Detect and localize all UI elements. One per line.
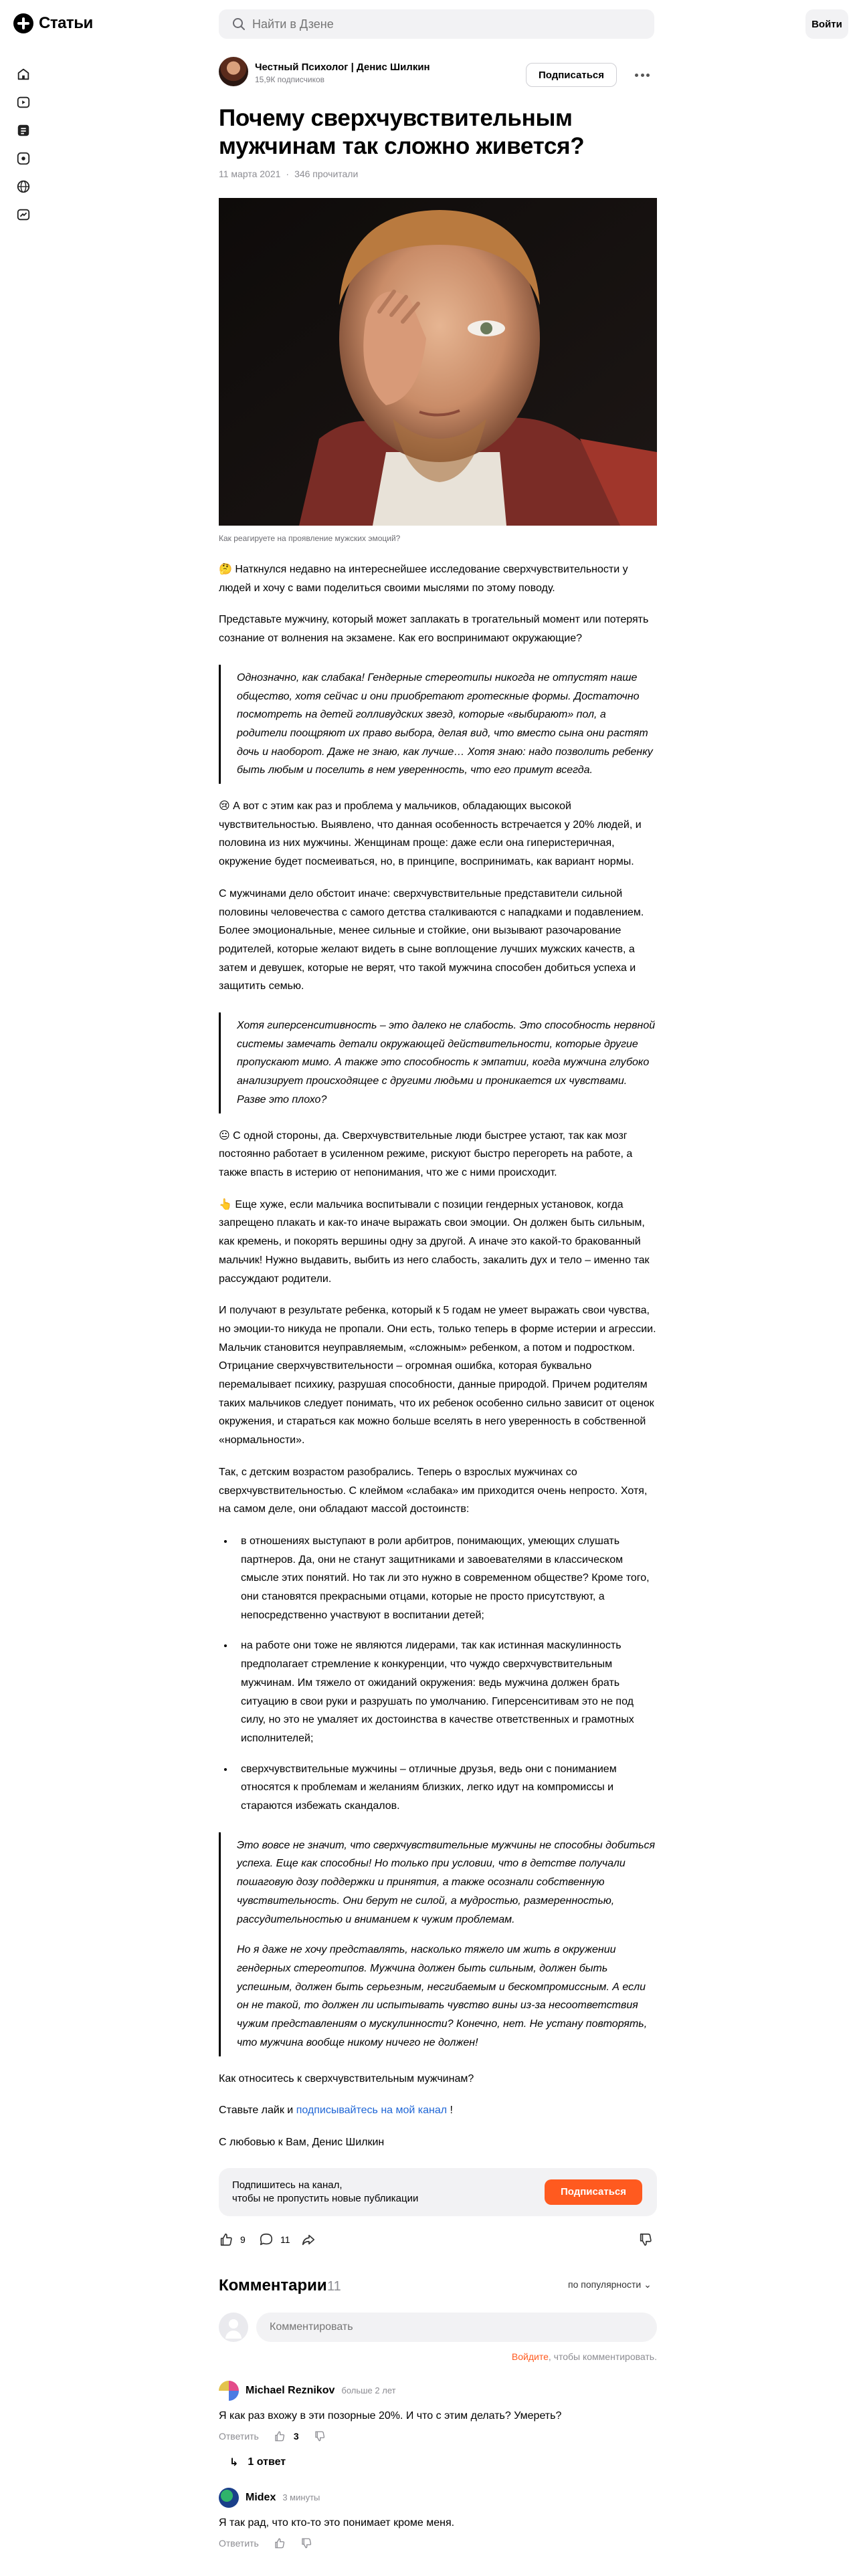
paragraph: Представьте мужчину, который может заплакать в трогательный момент или потерять сознание от волнения на экзамене. Как его воспринимают окружающие? <box>219 614 649 645</box>
comment-item <box>219 2379 657 2469</box>
paragraph: И получают в результате ребенка, который к 5 годам не умеет выражать свои чувства, но эмоции-то никуда не пропали. Они есть, только теперь в форме истерии и агрессии. Мальчик становится неуправляемым, «сложным» ребенком, а потом и подростком. Отрицание сверхчувствительности – огромная ошибка, которая буквально перемалывает психику, разрушая способности, данные природой. Причем родителям таких мальчиков следует понимать, что их ребенок особенно сильно зависит от оценок окружения, и стараться как можно больше вселять в него уверенность в собственной «нормальности». <box>219 1305 656 1446</box>
paragraph: С мужчинами дело обстоит иначе: сверхчувствительные представители сильной половины человечества с самого детства сталкиваются с нападками и подавлением. Более эмоциональные, менее сильные и стойкие, они вызывают разочарование родителей, которые желают видеть в сыне воплощение лучших мужских качеств, а затем и девушек, которые не верят, что такой мужчина способен добиться успеха и защитить семью. <box>219 887 644 992</box>
paragraph: Как относитесь к сверхчувствительным мужчинам? <box>219 2072 474 2084</box>
comment-input[interactable] <box>256 2313 657 2342</box>
article-column <box>219 48 657 2549</box>
list-item: • в отношениях выступают в роли арбитров, понимающих, умеющих слушать партнеров. Да, они не станут защитниками и завоевателями в классическом смысле этих понятий. Но так ли это нужно в современном обществе? Кроме того, они становятся прекрасными отцами, которые не просто присутствуют, а непосредственно участвуют в воспитании детей; <box>234 1532 657 1625</box>
home-icon[interactable] <box>16 67 31 82</box>
logo[interactable] <box>13 13 93 33</box>
avatar[interactable] <box>219 57 248 86</box>
quote-text: Это вовсе не значит, что сверхчувствительные мужчины не способны добиться успеха. Еще как способны! Но только при условии, что в детстве получали пошаговую дозу поддержки и принятия, а также осознали собственную чувствительность. Они берут не силой, а мудростью, размеренностью, рассудительностью и вниманием к чужим проблемам. <box>237 1839 656 1925</box>
search-icon <box>232 17 246 31</box>
paragraph <box>219 2101 657 2120</box>
cta-suffix: ! <box>447 2105 453 2117</box>
cta-prefix: Ставьте лайк и <box>219 2105 296 2117</box>
thumb-up-icon[interactable] <box>274 2430 286 2442</box>
logo-text: Статьи <box>39 14 93 32</box>
subscribe-button[interactable]: Подписаться <box>526 63 617 87</box>
more-menu-icon[interactable] <box>632 67 652 83</box>
replies-toggle[interactable] <box>219 2456 657 2469</box>
login-note-suffix: , чтобы комментировать. <box>548 2351 657 2362</box>
sidebar <box>16 64 32 235</box>
browser-icon[interactable] <box>16 179 31 194</box>
subscribe-card-button[interactable]: Подписаться <box>545 2179 642 2205</box>
list-item: • сверхчувствительные мужчины – отличные друзья, ведь они с пониманием относятся к проблемам и желаниям близких, легко идут на компромиссы и стараются избежать скандалов. <box>234 1760 657 1816</box>
login-link[interactable]: Войдите <box>511 2351 549 2362</box>
blockquote <box>219 665 657 784</box>
chevron-down-icon: ⌄ <box>644 2278 652 2290</box>
channel-link[interactable]: подписывайтесь на мой канал <box>296 2105 448 2117</box>
dislike-button[interactable] <box>638 2232 653 2247</box>
top-bar <box>0 0 859 48</box>
comment-compose <box>219 2309 657 2349</box>
share-icon <box>300 2232 316 2247</box>
search-input[interactable] <box>252 17 627 31</box>
quote-text: Но я даже не хочу представлять, насколько тяжело им жить в окружении гендерных стереотипов. Мужчина должен быть сильным, должен быть успешным, должен быть серьезным, несгибаемым и бескомпромиссным. А если он не такой, то должен ли испытывать чувство вины из-за несоответствия чужим представлениям о мускулинности? Конечно, нет. Не устану повторять, что мужчина вообще никому ничего не должен! <box>237 1944 648 2048</box>
reply-button[interactable]: Ответить <box>219 2430 259 2442</box>
thumb-up-icon[interactable] <box>274 2537 286 2549</box>
avatar[interactable] <box>219 2381 239 2401</box>
comments-header <box>219 2272 657 2302</box>
zen-logo-icon <box>13 13 33 33</box>
publish-date: 11 марта 2021 <box>219 169 281 179</box>
comment-author[interactable]: Midex <box>246 2491 276 2503</box>
articles-icon[interactable] <box>16 123 31 138</box>
share-button[interactable] <box>300 2232 316 2247</box>
comment-icon <box>259 2232 274 2247</box>
comment-count: 11 <box>280 2234 290 2245</box>
sort-dropdown[interactable] <box>568 2279 652 2290</box>
quote-text: Хотя гиперсенситивность – это далеко не слабость. Это способность нервной системы замечать детали окружающей действительности, которые другие пропускают мимо. А также это способность к эмпатии, когда мужчина глубоко анализирует происходящее с другими людьми и проникается их чувствами. Разве это плохо? <box>237 1020 656 1105</box>
comment-text: Я так рад, что кто-то это понимает кроме меня. <box>219 2516 455 2529</box>
subscriptions-icon[interactable] <box>16 151 31 166</box>
sort-label: по популярности <box>568 2278 642 2290</box>
paragraph: 🤔 Наткнулся недавно на интереснейшее исследование сверхчувствительности у людей и хочу с вами поделиться своими мыслями по этому поводу. <box>219 564 628 594</box>
comment-like-count: 3 <box>293 2430 299 2442</box>
login-note <box>219 2351 657 2362</box>
page-title: Почему сверхчувствительным мужчинам так сложно живется? <box>219 105 585 159</box>
comment-text: Я как раз вхожу в эти позорные 20%. И что с этим делать? Умереть? <box>219 2409 562 2422</box>
article-meta <box>219 169 657 179</box>
paragraph: 😢 А вот с этим как раз и проблема у мальчиков, обладающих высокой чувствительностью. Выявлено, что данная особенность встречается у 20% людей, и половина из них мужчины. Женщинам проще: даже если она гиперистеричная, окружение будет посмеиваться, но, в принципе, воспринимать, как вариант нормы. <box>219 800 642 868</box>
comment-item <box>219 2486 657 2549</box>
meta-separator: · <box>286 169 290 179</box>
paragraph: Так, с детским возрастом разобрались. Теперь о взрослых мужчинах со сверхчувствительностью. С клеймом «слабака» им приходится очень непросто. Хотя, на самом деле, они обладают массой достоинств: <box>219 1466 648 1515</box>
comment-header <box>219 2379 657 2402</box>
reply-button[interactable]: Ответить <box>219 2537 259 2549</box>
thumb-down-icon[interactable] <box>300 2537 312 2549</box>
reply-arrow-icon: ↳ <box>229 2456 239 2468</box>
thumb-down-icon <box>638 2232 653 2247</box>
quote-text: Однозначно, как слабака! Гендерные стереотипы никогда не отпустят наше общество, хотя сейчас и они приобретают гротескные формы. Достаточно посмотреть на детей голливудских звезд, которые «выбирают» пол, а родители поощряют их право выбора, делая вид, что вместо сына они растят дочь и наоборот. Даже не знаю, как лучше… Хотя знаю: надо позволить ребенку быть любым и поселить в нем уверенность, что его примут всегда. <box>237 671 653 776</box>
list-item: • на работе они тоже не являются лидерами, так как истинная маскулинность предполагает стремление к конкуренции, что чуждо сверхчувствительным мужчинам. Им тяжело от ожиданий окружения: ведь мужчина должен брать ситуацию в свои руки и разрушать по умолчанию. Гиперсенситивам это не под силу, но это не умаляет их достоинства в качестве ответственных и грамотных исполнителей; <box>234 1636 657 1747</box>
comment-author[interactable]: Michael Reznikov <box>246 2384 335 2396</box>
author-block <box>219 53 657 95</box>
article-image[interactable] <box>219 198 657 526</box>
reads-count: 346 прочитали <box>294 169 359 179</box>
subscribers-count: 15,9К подписчиков <box>255 75 325 84</box>
author-name[interactable]: Честный Психолог | Денис Шилкин <box>255 62 430 73</box>
blockquote <box>219 1832 657 2056</box>
comments-count: 11 <box>327 2278 341 2294</box>
blockquote <box>219 1012 657 1113</box>
signature: С любовью к Вам, Денис Шилкин <box>219 2136 385 2148</box>
search-bar[interactable] <box>219 9 654 39</box>
image-caption: Как реагируете на проявление мужских эмоций? <box>219 534 401 543</box>
avatar[interactable] <box>219 2488 239 2508</box>
subscribe-card <box>219 2168 657 2216</box>
comment-actions <box>219 2537 657 2549</box>
article-actions <box>219 2228 657 2255</box>
comment-time: 3 минуты <box>282 2492 320 2503</box>
subscribe-card-text: Подпишитесь на канал, чтобы не пропустить новые публикации <box>232 2179 419 2204</box>
comment-header <box>219 2486 657 2509</box>
stats-icon[interactable] <box>16 207 31 222</box>
user-avatar-placeholder <box>219 2313 248 2342</box>
paragraph: 😐 С одной стороны, да. Сверхчувствительные люди быстрее устают, так как мозг постоянно работает в усиленном режиме, рискуют быстро перегореть на работе, а также впасть в истерию от непонимания, что же с ними происходит. <box>219 1130 633 1178</box>
comment-actions <box>219 2430 657 2442</box>
video-icon[interactable] <box>16 95 31 110</box>
like-count: 9 <box>240 2234 246 2245</box>
replies-count: 1 ответ <box>248 2456 286 2468</box>
like-button[interactable] <box>219 2232 246 2247</box>
comment-time: больше 2 лет <box>341 2385 396 2396</box>
comments-button[interactable] <box>259 2232 290 2247</box>
crying-man-photo <box>219 198 657 526</box>
thumb-down-icon[interactable] <box>314 2430 326 2442</box>
paragraph: 👆 Еще хуже, если мальчика воспитывали с позиции гендерных установок, когда запрещено плакать и как-то иначе выражать свои эмоции. Он должен быть сильным, как кремень, и покорять вершины одну за другой. А иначе это какой-то бракованный мальчик! Нужно выдавить, выбить из него слабость, закалить дух и тело – именно так рассуждают родители. <box>219 1198 650 1285</box>
bullet-list <box>219 1532 657 1816</box>
comments-title: Комментарии <box>219 2276 327 2294</box>
thumb-up-icon <box>219 2232 233 2247</box>
login-button[interactable]: Войти <box>805 9 848 39</box>
